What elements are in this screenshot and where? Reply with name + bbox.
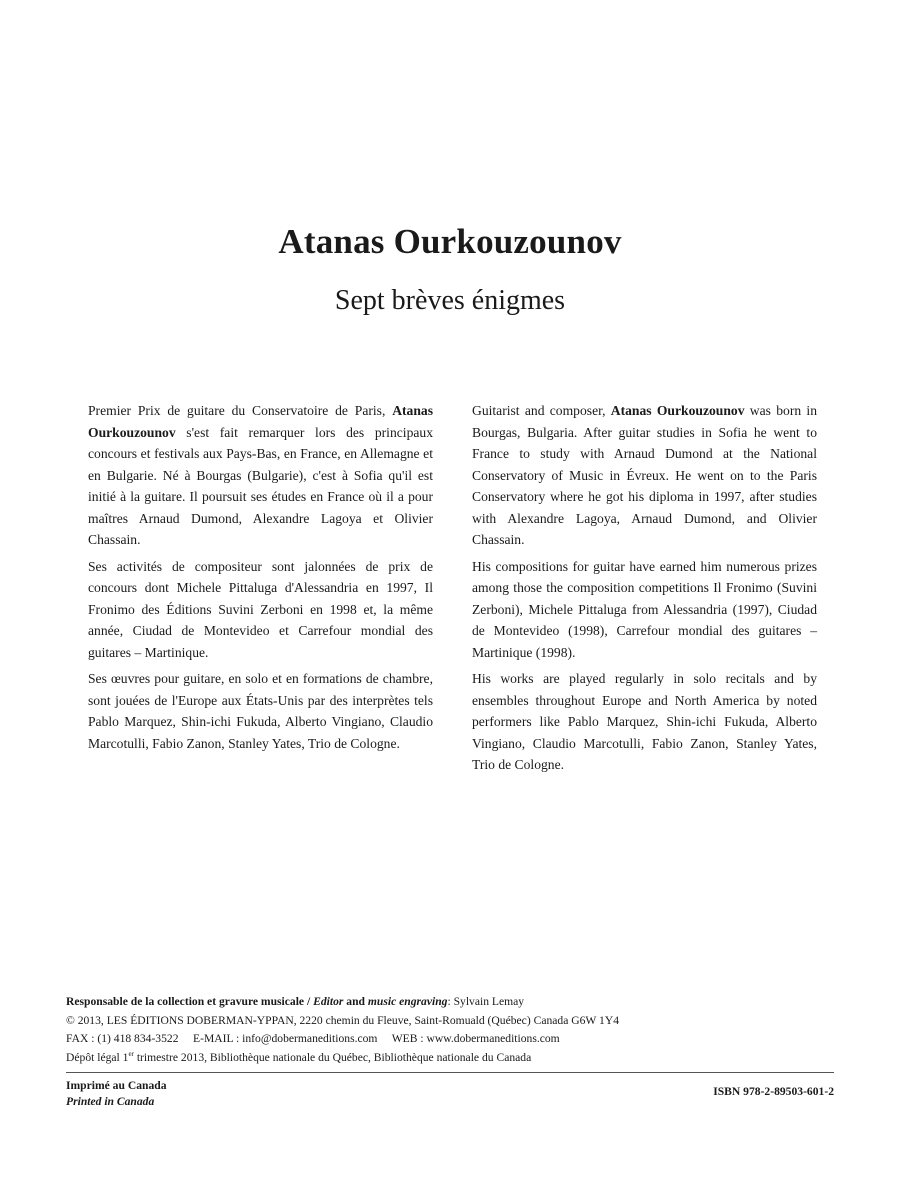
bio-fr-paragraph-3: Ses œuvres pour guitare, en solo et en formations de chambre, sont jouées de l'Europe aux États-Unis par des interprètes tels Pablo Marquez, Shin-ichi Fukuda, Alberto Vingiano, Claudio Marcotulli, Fabio Zanon, Stanley Yates, Trio de Cologne. xyxy=(88,671,433,751)
web-address: WEB : www.dobermaneditions.com xyxy=(391,1032,560,1046)
credit-label-editor: Editor xyxy=(313,995,344,1008)
biography-english xyxy=(472,400,817,781)
work-title: Sept brèves énigmes xyxy=(334,285,566,316)
contact-line xyxy=(66,1030,836,1049)
credit-label-fr: Responsable de la collection et gravure musicale / xyxy=(66,995,311,1008)
depot-ordinal: er xyxy=(128,1049,134,1058)
bio-en-paragraph-1 xyxy=(472,400,817,551)
credit-name: : Sylvain Lemay xyxy=(447,995,525,1008)
bio-fr-p1-text: s'est fait remarquer lors des principaux concours et festivals aux Pays-Bas, en France, en Allemagne et en Bulgarie. Né à Bourgas (Bulgarie), c'est à Sofia qu'il est initié à la guitare. Il poursuit ses études en France où il a pour maîtres Arnaud Dumond, Alexandre Lagoya et Olivier Chassain. xyxy=(88,424,433,547)
bio-fr-p1-intro: Premier Prix de guitare du Conservatoire de Paris, xyxy=(88,403,393,418)
printed-in-en: Printed in Canada xyxy=(66,1095,155,1108)
bio-fr-paragraph-2: Ses activités de compositeur sont jalonnées de prix de concours dont Michele Pittaluga d'Alessandria en 1997, Il Fronimo des Éditions Suvini Zerboni en 1998 et, la même année, Ciudad de Montevideo et Carrefour mondial des guitares – Martinique. xyxy=(88,558,433,660)
isbn-number: ISBN 978-2-89503-601-2 xyxy=(713,1085,834,1098)
depot-text-end: trimestre 2013, Bibliothèque nationale du Québec, Bibliothèque nationale du Canada xyxy=(133,1050,532,1064)
publisher-info xyxy=(66,993,836,1067)
composer-name: Atanas Ourkouzounov xyxy=(278,222,622,261)
credit-label-and: and xyxy=(346,995,365,1008)
bio-fr-paragraph-1 xyxy=(88,400,433,551)
printed-in xyxy=(66,1078,167,1110)
bio-en-paragraph-2: His compositions for guitar have earned him numerous prizes among those the composition competitions Il Fronimo (Suvini Zerboni), Michele Pittaluga from Alessandria (1997), Ciudad de Montevideo (1998), Carrefour mondial des guitares – Martinique (1998). xyxy=(472,558,817,660)
bio-en-paragraph-3: His works are played regularly in solo recitals and by ensembles throughout Europe and North America by noted performers like Pablo Marquez, Shin-ichi Fukuda, Alberto Vingiano, Claudio Marcotulli, Fabio Zanon, Stanley Yates, Trio de Cologne. xyxy=(472,671,817,772)
bio-en-composer-name: Atanas Ourkouzounov xyxy=(610,403,745,418)
bio-fr-composer-name: Atanas Ourkouzounov xyxy=(88,403,433,440)
depot-text-start: Dépôt légal 1 xyxy=(66,1050,129,1064)
legal-deposit-line xyxy=(66,1049,836,1068)
fax-number: FAX : (1) 418 834-3522 xyxy=(66,1032,179,1046)
footer-divider xyxy=(66,1072,834,1073)
credits-line xyxy=(66,993,836,1012)
biography-french xyxy=(88,400,433,759)
printed-in-fr: Imprimé au Canada xyxy=(66,1079,167,1092)
credit-label-engraving: music engraving xyxy=(367,995,448,1008)
email-address: E-MAIL : info@dobermaneditions.com xyxy=(193,1032,378,1046)
copyright-line: © 2013, LES ÉDITIONS DOBERMAN-YPPAN, 2220 chemin du Fleuve, Saint-Romuald (Québec) Canada G6W 1Y4 xyxy=(66,1013,620,1027)
bio-en-p1-text: was born in Bourgas, Bulgaria. After guitar studies in Sofia he went to France to study with Arnaud Dumond at the National Conservatory of Music in Évreux. He went on to the Paris Conservatory where he got his diploma in 1997, after studies with Alexandre Lagoya, Arnaud Dumond, and Olivier Chassain. xyxy=(472,403,817,547)
bio-en-p1-intro: Guitarist and composer, xyxy=(472,403,611,418)
